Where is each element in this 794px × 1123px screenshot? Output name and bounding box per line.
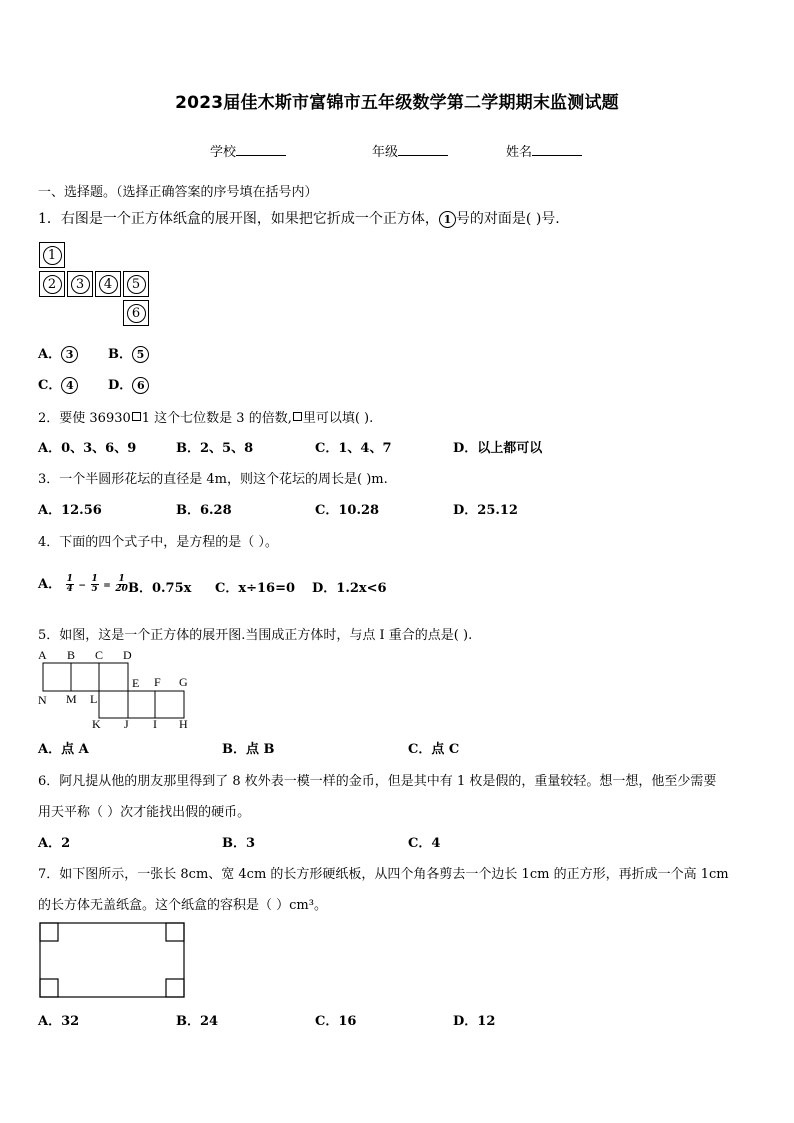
q3-option-c[interactable]: C．10.28 [315, 503, 380, 518]
net-square-1: 1 [39, 242, 65, 268]
point-label-j: J [124, 717, 129, 731]
fraction: $\frac{1}{20}$ [115, 574, 128, 594]
q3-option-a[interactable]: A．12.56 [38, 503, 102, 518]
q2-option-b[interactable]: B．2、5、8 [176, 441, 254, 456]
q6-option-a[interactable]: A．2 [38, 836, 71, 851]
q5-option-b[interactable]: B．点 B [222, 742, 275, 757]
point-label-l: L [90, 692, 98, 706]
q6-option-b[interactable]: B．3 [222, 836, 256, 851]
net-square-5: 5 [123, 271, 149, 297]
point-label-f: F [154, 675, 161, 689]
question-5-text: 5．如图，这是一个正方体的展开图.当围成正方体时，与点 I 重合的点是( ). [38, 628, 473, 643]
net-square-6: 6 [123, 300, 149, 326]
point-label-c: C [95, 648, 104, 662]
point-label-b: B [67, 648, 76, 662]
q3-option-b[interactable]: B．6.28 [176, 503, 232, 518]
q7-option-a[interactable]: A．32 [38, 1014, 80, 1029]
q1-option-c[interactable]: C． 4 [38, 374, 78, 394]
question-1-text: 1．右图是一个正方体纸盒的展开图，如果把它折成一个正方体， 1 号的对面是( )号. [38, 211, 560, 227]
net-square-4: 4 [95, 271, 121, 297]
point-label-h: H [179, 717, 188, 731]
name-label: 姓名 [506, 145, 533, 160]
point-label-e: E [132, 676, 140, 690]
q1-option-a[interactable]: A． 3 [38, 343, 78, 363]
question-3-text: 3．一个半圆形花坛的直径是 4m，则这个花坛的周长是( )m. [38, 472, 388, 487]
fraction: $\frac{1}{5}$ [91, 574, 98, 594]
point-label-g: G [179, 675, 188, 689]
q7-option-d[interactable]: D．12 [453, 1014, 496, 1029]
q7-option-c[interactable]: C．16 [315, 1014, 357, 1029]
point-label-k: K [92, 717, 101, 731]
circled-number-icon: 1 [439, 211, 456, 228]
point-label-d: D [123, 648, 132, 662]
net-square-3: 3 [67, 271, 93, 297]
cardboard-diagram [38, 921, 188, 1001]
circled-number-icon: 6 [132, 377, 149, 394]
net-square-2: 2 [39, 271, 65, 297]
q3-option-d[interactable]: D．25.12 [453, 503, 518, 518]
q5-option-c[interactable]: C．点 C [408, 742, 460, 757]
q7-option-b[interactable]: B．24 [176, 1014, 219, 1029]
point-label-i: I [153, 717, 157, 731]
question-2-text: 2．要使 36930 1 这个七位数是 3 的倍数, 里可以填( ). [38, 411, 374, 426]
section-heading: 一、选择题。（选择正确答案的序号填在括号内） [38, 185, 318, 200]
q4-option-d[interactable]: D．1.2x<6 [312, 581, 387, 596]
q4-option-b[interactable]: B．0.75x [128, 581, 192, 596]
q4-option-c[interactable]: C．x÷16=0 [215, 581, 296, 596]
question-7-line-1: 7．如下图所示，一张长 8cm、宽 4cm 的长方形硬纸板，从四个角各剪去一个边长 1cm 的正方形，再折成一个高 1cm [38, 867, 729, 882]
circled-number-icon: 3 [61, 346, 78, 363]
question-7-line-2: 的长方体无盖纸盒。这个纸盒的容积是（ ）cm³。 [38, 898, 327, 913]
q6-option-c[interactable]: C．4 [408, 836, 441, 851]
point-label-a: A [38, 648, 47, 662]
point-label-m: M [66, 692, 77, 706]
question-4-text: 4．下面的四个式子中，是方程的是（ ）。 [38, 535, 278, 550]
point-label-n: N [38, 693, 47, 707]
q1-option-b[interactable]: B． 5 [108, 343, 149, 363]
q1-option-d[interactable]: D． 6 [108, 374, 149, 394]
grade-label: 年级 [372, 145, 399, 160]
question-6-line-2: 用天平称（ ）次才能找出假的硬币。 [38, 805, 251, 820]
q2-option-d[interactable]: D．以上都可以 [453, 441, 543, 456]
page-title: 2023届佳木斯市富锦市五年级数学第二学期期末监测试题 [175, 93, 619, 113]
q5-option-a[interactable]: A．点 A [38, 742, 89, 757]
question-6-line-1: 6．阿凡提从他的朋友那里得到了 8 枚外表一模一样的金币，但是其中有 1 枚是假的，重量较轻。想一想，他至少需要 [38, 774, 717, 789]
circled-number-icon: 4 [61, 377, 78, 394]
q2-option-c[interactable]: C．1、4、7 [315, 441, 392, 456]
q4-option-a[interactable]: A． $\frac{1}{4}$ − $\frac{1}{5}$ = $\frac{1}{20}$ [38, 574, 128, 594]
circled-number-icon: 5 [132, 346, 149, 363]
q2-option-a[interactable]: A．0、3、6、9 [38, 441, 137, 456]
fraction: $\frac{1}{4}$ [66, 574, 73, 594]
school-label: 学校 [210, 145, 237, 160]
